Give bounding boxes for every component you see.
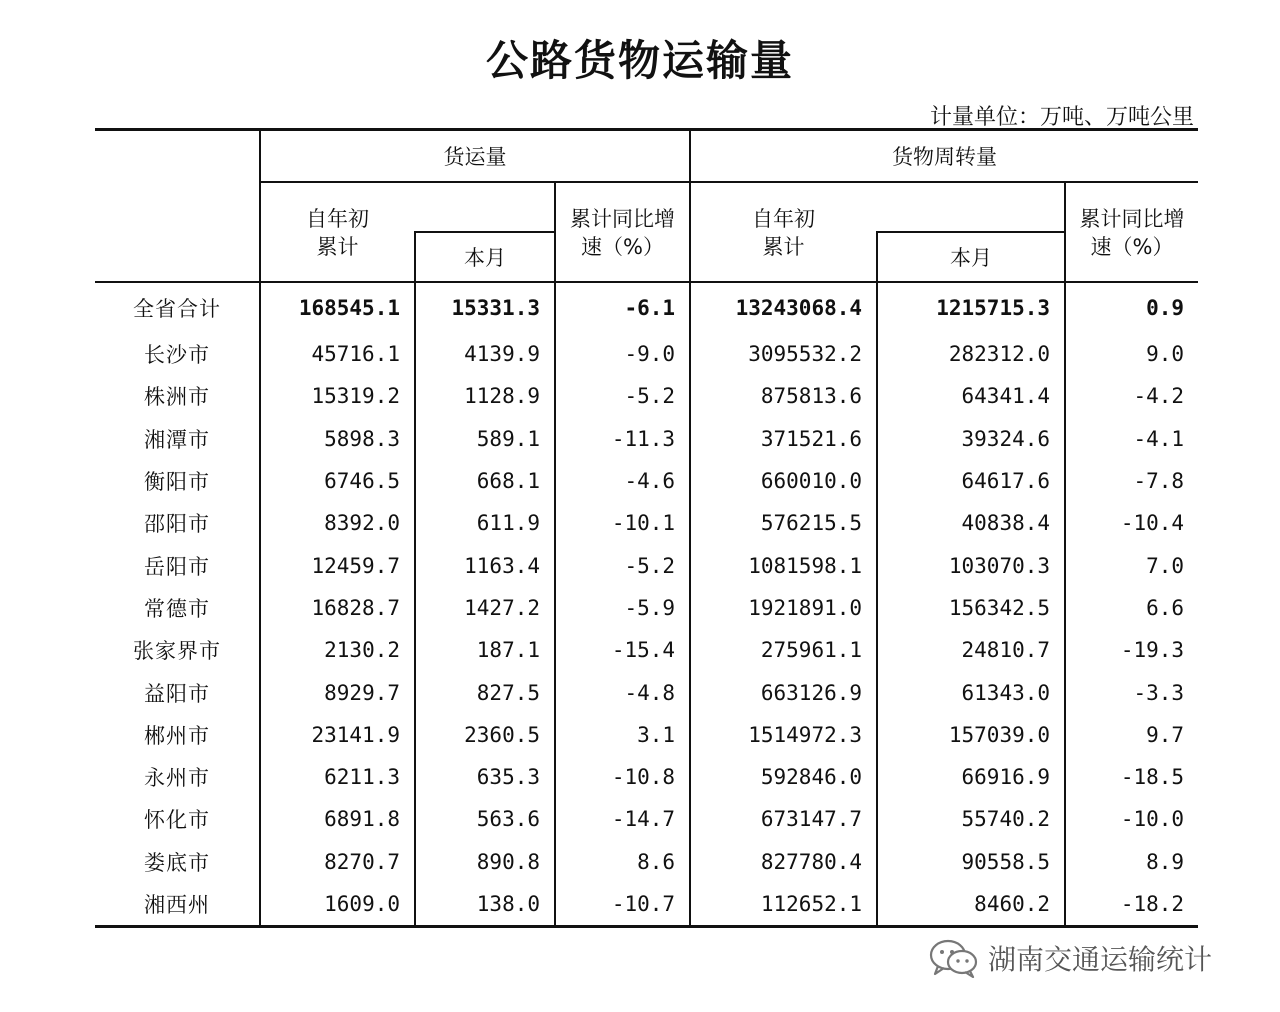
volume-month: 1427.2: [415, 587, 555, 629]
turnover-ytd: 112652.1: [690, 883, 877, 927]
volume-month: 668.1: [415, 460, 555, 502]
header-turnover-growth: [1065, 182, 1198, 282]
table-row: [95, 418, 1198, 460]
volume-month: 15331.3: [415, 282, 555, 333]
volume-growth: -11.3: [555, 418, 690, 460]
header-turnover-ytd: [690, 182, 877, 282]
volume-ytd: 8270.7: [260, 841, 415, 883]
turnover-growth: 9.0: [1065, 333, 1198, 375]
header-freight-volume: 货运量: [260, 130, 690, 183]
volume-ytd: 6746.5: [260, 460, 415, 502]
turnover-month: 61343.0: [877, 671, 1065, 713]
volume-growth: -10.8: [555, 756, 690, 798]
header-volume-growth-line2: 速（%）: [581, 235, 664, 259]
turnover-ytd: 827780.4: [690, 841, 877, 883]
header-volume-ytd-line1: 自年初: [306, 207, 369, 231]
volume-growth: -10.7: [555, 883, 690, 927]
volume-ytd: 6211.3: [260, 756, 415, 798]
volume-growth: -10.1: [555, 502, 690, 544]
turnover-ytd: 1514972.3: [690, 714, 877, 756]
turnover-ytd: 1081598.1: [690, 544, 877, 586]
header-turnover-ytd-line1: 自年初: [752, 207, 816, 231]
volume-month: 890.8: [415, 841, 555, 883]
turnover-growth: -18.2: [1065, 883, 1198, 927]
header-volume-growth: [555, 182, 690, 282]
turnover-growth: 0.9: [1065, 282, 1198, 333]
turnover-month: 40838.4: [877, 502, 1065, 544]
volume-growth: -9.0: [555, 333, 690, 375]
volume-month: 187.1: [415, 629, 555, 671]
turnover-ytd: 275961.1: [690, 629, 877, 671]
header-turnover-month: 本月: [877, 232, 1065, 282]
volume-growth: -5.2: [555, 375, 690, 417]
volume-growth: 8.6: [555, 841, 690, 883]
volume-growth: -5.2: [555, 544, 690, 586]
turnover-ytd: 663126.9: [690, 671, 877, 713]
volume-ytd: 2130.2: [260, 629, 415, 671]
turnover-month: 8460.2: [877, 883, 1065, 927]
turnover-growth: -10.0: [1065, 798, 1198, 840]
unit-note: 计量单位：万吨、万吨公里: [929, 105, 1194, 130]
region-name: 湘潭市: [144, 427, 210, 452]
turnover-ytd: 13243068.4: [690, 282, 877, 333]
table-row: [95, 460, 1198, 502]
volume-month: 635.3: [415, 756, 555, 798]
turnover-month: 282312.0: [877, 333, 1065, 375]
turnover-growth: -4.2: [1065, 375, 1198, 417]
page-title: 公路货物运输量: [485, 36, 794, 85]
header-turnover-growth-line1: 累计同比增: [1079, 207, 1185, 231]
turnover-growth: -3.3: [1065, 671, 1198, 713]
header-volume-growth-line1: 累计同比增: [570, 207, 676, 231]
turnover-ytd: 3095532.2: [690, 333, 877, 375]
region-name: 张家界市: [133, 639, 221, 664]
table-row: [95, 841, 1198, 883]
header-turnover-growth-line2: 速（%）: [1090, 235, 1174, 259]
volume-ytd: 12459.7: [260, 544, 415, 586]
table-row: [95, 375, 1198, 417]
region-name: 怀化市: [144, 808, 210, 833]
volume-ytd: 5898.3: [260, 418, 415, 460]
turnover-growth: 7.0: [1065, 544, 1198, 586]
region-name: 湘西州: [95, 883, 260, 927]
volume-ytd: 45716.1: [260, 333, 415, 375]
region-name: 益阳市: [144, 681, 210, 706]
volume-month: 4139.9: [415, 333, 555, 375]
turnover-month: 39324.6: [877, 418, 1065, 460]
volume-growth: -4.6: [555, 460, 690, 502]
turnover-ytd: 576215.5: [690, 502, 877, 544]
table-row: [95, 883, 1198, 927]
turnover-month: 64617.6: [877, 460, 1065, 502]
volume-ytd: 168545.1: [260, 282, 415, 333]
region-name: 娄底市: [144, 850, 210, 875]
wechat-icon: [928, 938, 980, 978]
volume-ytd: 16828.7: [260, 587, 415, 629]
volume-ytd: 1609.0: [260, 883, 415, 927]
watermark-text: 湖南交通运输统计: [988, 943, 1213, 976]
volume-ytd: 23141.9: [260, 714, 415, 756]
turnover-growth: 9.7: [1065, 714, 1198, 756]
header-volume-month-spacer: [415, 182, 555, 232]
turnover-ytd: 673147.7: [690, 798, 877, 840]
region-name: 永州市: [144, 766, 210, 791]
turnover-growth: -10.4: [1065, 502, 1198, 544]
turnover-month: 90558.5: [877, 841, 1065, 883]
table-row: [95, 714, 1198, 756]
freight-table-container: [95, 128, 1198, 928]
header-volume-ytd-line2: 累计: [316, 235, 359, 259]
turnover-month: 157039.0: [877, 714, 1065, 756]
volume-month: 563.6: [415, 798, 555, 840]
region-name: 株洲市: [144, 385, 210, 410]
turnover-month: 64341.4: [877, 375, 1065, 417]
turnover-growth: -7.8: [1065, 460, 1198, 502]
header-volume-month: 本月: [415, 232, 555, 282]
table-row: [95, 798, 1198, 840]
region-name: 常德市: [144, 596, 210, 621]
volume-growth: 3.1: [555, 714, 690, 756]
volume-month: 827.5: [415, 671, 555, 713]
turnover-growth: -18.5: [1065, 756, 1198, 798]
region-name: 郴州市: [144, 723, 210, 748]
volume-growth: -15.4: [555, 629, 690, 671]
turnover-month: 55740.2: [877, 798, 1065, 840]
turnover-ytd: 371521.6: [690, 418, 877, 460]
turnover-month: 156342.5: [877, 587, 1065, 629]
region-name: 长沙市: [144, 343, 210, 368]
region-name: 邵阳市: [144, 512, 210, 537]
volume-growth: -14.7: [555, 798, 690, 840]
turnover-ytd: 875813.6: [690, 375, 877, 417]
table-row: [95, 671, 1198, 713]
volume-month: 589.1: [415, 418, 555, 460]
turnover-growth: -4.1: [1065, 418, 1198, 460]
table-row: [95, 502, 1198, 544]
volume-month: 1163.4: [415, 544, 555, 586]
table-row: [95, 629, 1198, 671]
turnover-ytd: 592846.0: [690, 756, 877, 798]
region-name: 衡阳市: [144, 470, 210, 495]
turnover-ytd: 660010.0: [690, 460, 877, 502]
region-name: 岳阳市: [144, 554, 210, 579]
volume-month: 138.0: [415, 883, 555, 927]
region-name: 全省合计: [133, 297, 221, 321]
volume-month: 2360.5: [415, 714, 555, 756]
turnover-growth: 8.9: [1065, 841, 1198, 883]
volume-growth: -5.9: [555, 587, 690, 629]
turnover-growth: 6.6: [1065, 587, 1198, 629]
volume-month: 1128.9: [415, 375, 555, 417]
table-row: [95, 333, 1198, 375]
volume-ytd: 8392.0: [260, 502, 415, 544]
turnover-month: 1215715.3: [877, 282, 1065, 333]
turnover-month: 103070.3: [877, 544, 1065, 586]
volume-ytd: 8929.7: [260, 671, 415, 713]
header-turnover-ytd-line2: 累计: [762, 235, 805, 259]
volume-growth: -4.8: [555, 671, 690, 713]
watermark: [928, 938, 1212, 978]
volume-growth: -6.1: [555, 282, 690, 333]
volume-month: 611.9: [415, 502, 555, 544]
volume-ytd: 15319.2: [260, 375, 415, 417]
header-volume-ytd: [260, 182, 415, 282]
turnover-month: 24810.7: [877, 629, 1065, 671]
table-row-total: [95, 282, 1198, 333]
turnover-growth: -19.3: [1065, 629, 1198, 671]
volume-ytd: 6891.8: [260, 798, 415, 840]
table-row: [95, 544, 1198, 586]
table-row: [95, 756, 1198, 798]
header-region-cell: [95, 130, 260, 283]
table-row: [95, 587, 1198, 629]
header-turnover-month-spacer: [877, 182, 1065, 232]
freight-table: [95, 128, 1198, 928]
turnover-month: 66916.9: [877, 756, 1065, 798]
header-freight-turnover: 货物周转量: [690, 130, 1198, 183]
turnover-ytd: 1921891.0: [690, 587, 877, 629]
